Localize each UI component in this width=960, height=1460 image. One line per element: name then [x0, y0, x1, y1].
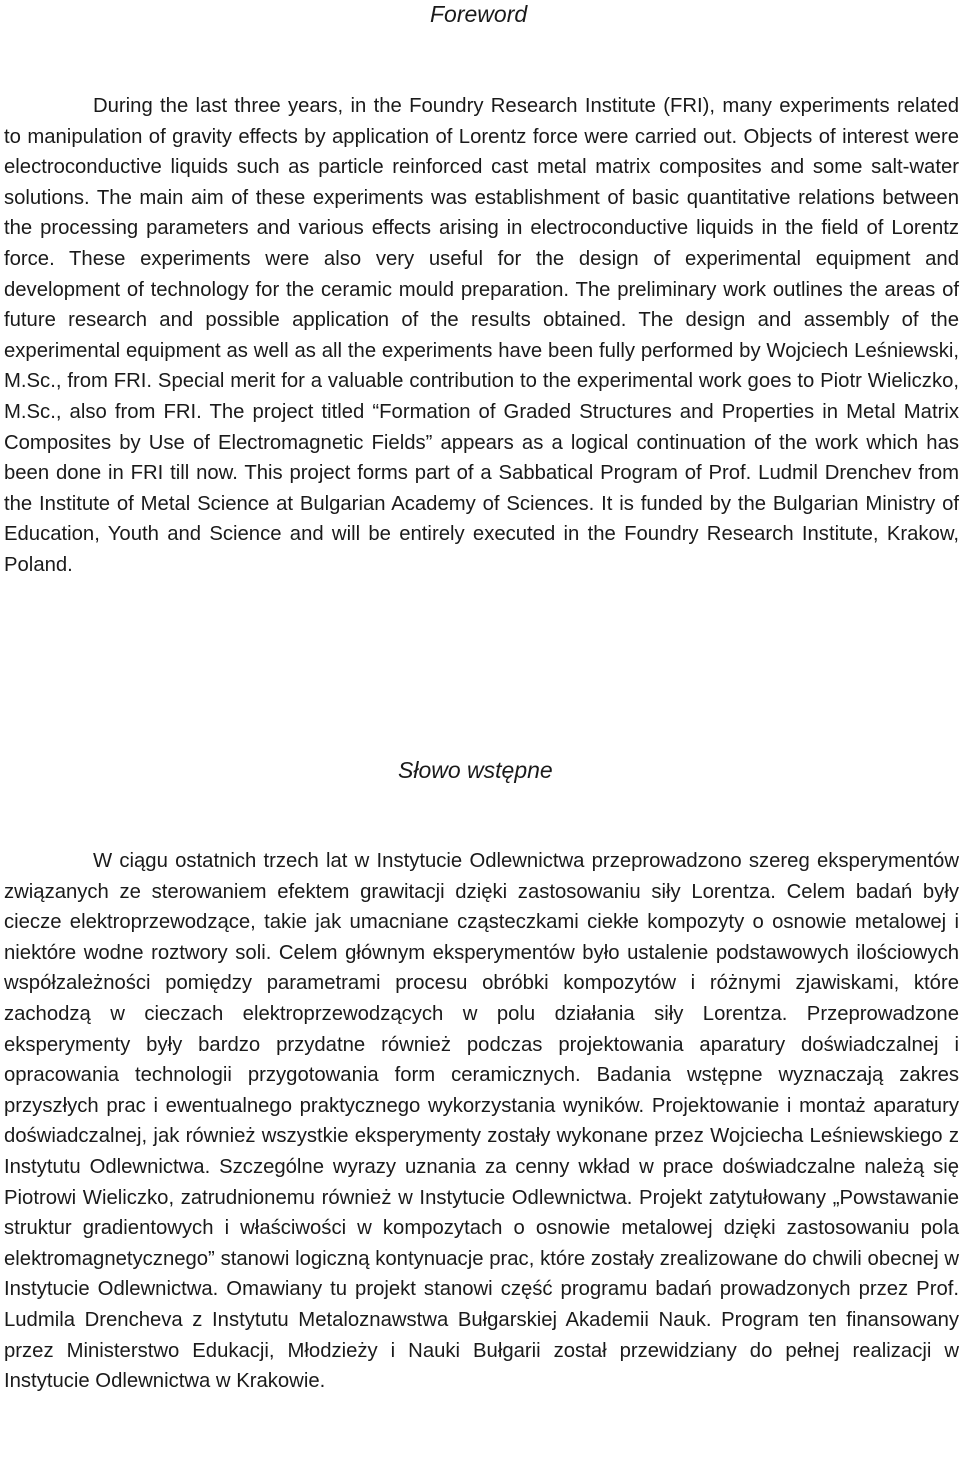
slowo-wstepne-heading: Słowo wstępne — [398, 757, 553, 783]
slowo-wstepne-paragraph: W ciągu ostatnich trzech lat w Instytucie Odlewnictwa przeprowadzono szereg eksperymentów związanych ze sterowaniem efektem grawitacji dzięki zastosowaniu siły Lorentza. Celem badań były ciecze elektroprzewodzące, takie jak umacniane cząsteczkami ciekłe kompozyty o osnowie metalowej i niektóre wodne roztwory soli. Celem głównym eksperymentów było ustalenie podstawowych ilościowych współzależności pomiędzy parametrami procesu obróbki kompozytów i różnymi zjawiskami, które zachodzą w cieczach elektroprzewodzących w polu działania siły Lorentza. Przeprowadzone eksperymenty były bardzo przydatne również podczas projektowania aparatury doświadczalnej i opracowania technologii przygotowania form ceramicznych. Badania wstępne wyznaczają zakres przyszłych prac i ewentualnego praktycznego wykorzystania wyników. Projektowanie i montaż aparatury doświadczalnej, jak również wszystkie eksperymenty zostały wykonane przez Wojciecha Leśniewskiego z Instytutu Odlewnictwa. Szczególne wyrazy uznania za cenny wkład w prace doświadczalne należą się Piotrowi Wieliczko, zatrudnionemu również w Instytucie Odlewnictwa. Projekt zatytułowany „Powstawanie struktur gradientowych i właściwości w kompozytach o osnowie metalowej dzięki zastosowaniu pola elektromagnetycznego” stanowi logiczną kontynuacje prac, które zostały zrealizowane do chwili obecnej w Instytucie Odlewnictwa. Omawiany tu projekt stanowi część programu badań prowadzonych przez Prof. Ludmila Drencheva z Instytutu Metaloznawstwa Bułgarskiej Akademii Nauk. Program ten finansowany przez Ministerstwo Edukacji, Młodzieży i Nauki Bułgarii został przewidziany do pełnej realizacji w Instytucie Odlewnictwa w Krakowie. — [4, 850, 959, 1393]
foreword-heading: Foreword — [430, 1, 528, 27]
foreword-paragraph: During the last three years, in the Foundry Research Institute (FRI), many experiments related to manipulation of gravity effects by application of Lorentz force were carried out. Objects of interest were electroconductive liquids such as particle reinforced cast metal matrix composites and some salt-water solutions. The main aim of these experiments was establishment of basic quantitative relations between the processing parameters and various effects arising in electroconductive liquids in the field of Lorentz force. These experiments were also very useful for the design of experimental equipment and development of technology for the ceramic mould preparation. The preliminary work outlines the areas of future research and possible application of the results obtained. The design and assembly of the experimental equipment as well as all the experiments have been fully performed by Wojciech Leśniewski, M.Sc., from FRI. Special merit for a valuable contribution to the experimental work goes to Piotr Wieliczko, M.Sc., also from FRI. The project titled “Formation of Graded Structures and Properties in Metal Matrix Composites by Use of Electromagnetic Fields” appears as a logical continuation of the work which has been done in FRI till now. This project forms part of a Sabbatical Program of Prof. Ludmil Drenchev from the Institute of Metal Science at Bulgarian Academy of Sciences. It is funded by the Bulgarian Ministry of Education, Youth and Science and will be entirely executed in the Foundry Research Institute, Krakow, Poland. — [4, 95, 959, 576]
